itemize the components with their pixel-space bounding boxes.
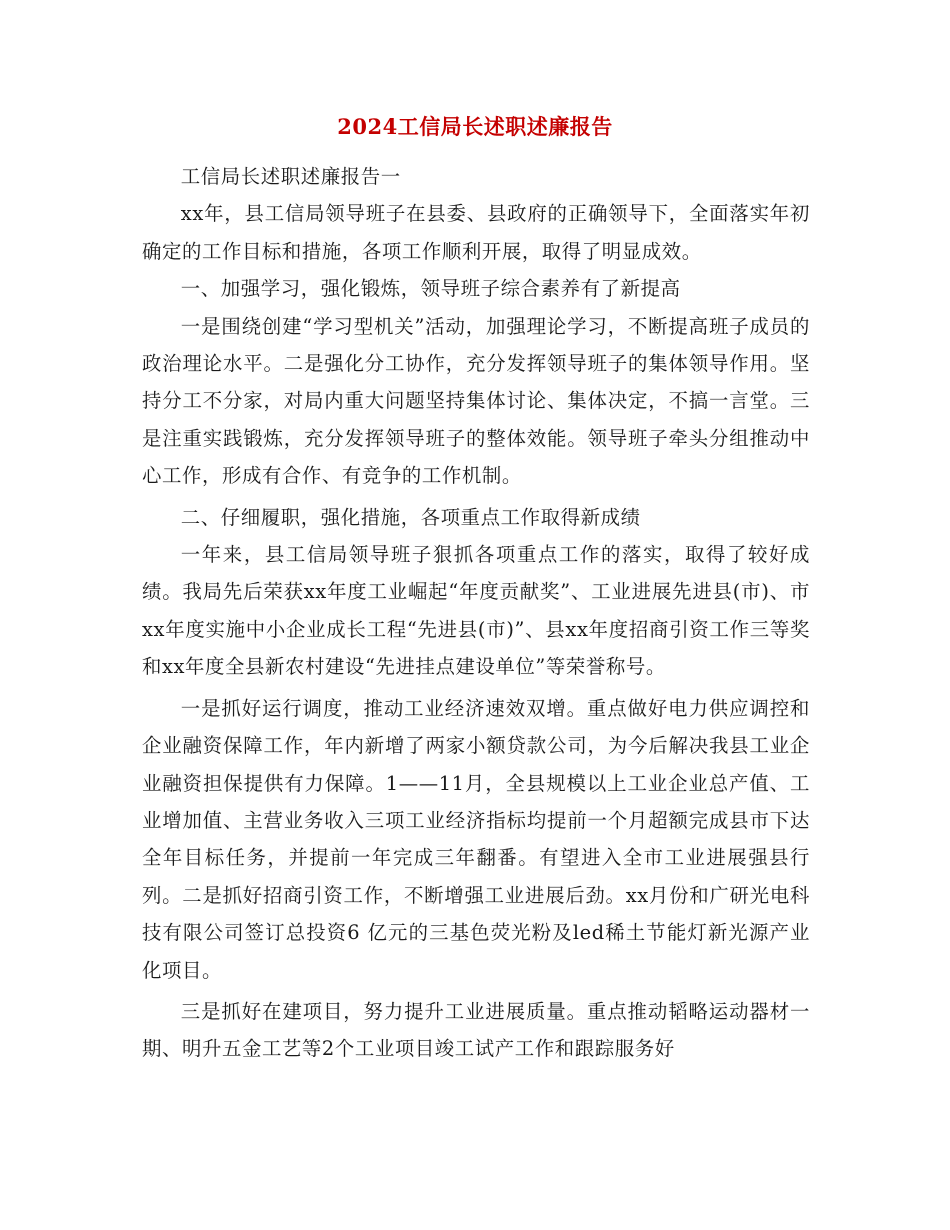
document-title: 2024工信局长述职述廉报告 [337,114,613,139]
paragraph-subtitle: 工信局长述职述廉报告一 [180,165,401,188]
document-body [142,158,810,1068]
paragraph-achievements: 一年来，县工信局领导班子狠抓各项重点工作的落实，取得了较好成绩。我局先后荣获xx年度工业崛起“年度贡献奖”、工业进展先进县(市)、市xx年度实施中小企业成长工程“先进县(市)”、县xx年度招商引资工作三等奖和xx年度全县新农村建设“先进挂点建设单位”等荣誉称号。 [142,543,810,679]
paragraph-projects: 三是抓好在建项目，努力提升工业进展质量。重点推动韬略运动器材一期、明升五金工艺等2个工业项目竣工试产工作和跟踪服务好 [142,999,810,1061]
paragraph-operations: 一是抓好运行调度，推动工业经济速效双增。重点做好电力供应调控和企业融资保障工作，年内新增了两家小额贷款公司，为今后解决我县工业企业融资担保提供有力保障。1——11月，全县规模以上工业企业总产值、工业增加值、主营业务收入三项工业经济指标均提前一个月超额完成县市下达全年目标任务，并提前一年完成三年翻番。有望进入全市工业进展强县行列。二是抓好招商引资工作，不断增强工业进展后劲。xx月份和广研光电科技有限公司签订总投资6 亿元的三基色荧光粉及led稀土节能灯新光源产业化项目。 [142,696,810,982]
section-heading-2: 二、仔细履职，强化措施，各项重点工作取得新成绩 [180,505,641,529]
paragraph-intro: xx年，县工信局领导班子在县委、县政府的正确领导下，全面落实年初确定的工作目标和措施，各项工作顺利开展，取得了明显成效。 [142,202,810,263]
section-heading-1: 一、加强学习，强化锻炼，领导班子综合素养有了新提高 [180,277,681,301]
paragraph-study: 一是围绕创建“学习型机关”活动，加强理论学习，不断提高班子成员的政治理论水平。二是强化分工协作，充分发挥领导班子的集体领导作用。坚持分工不分家，对局内重大问题坚持集体讨论、集体决定，不搞一言堂。三是注重实践锻炼，充分发挥领导班子的整体效能。领导班子牵头分组推动中心工作，形成有合作、有竞争的工作机制。 [142,314,810,488]
